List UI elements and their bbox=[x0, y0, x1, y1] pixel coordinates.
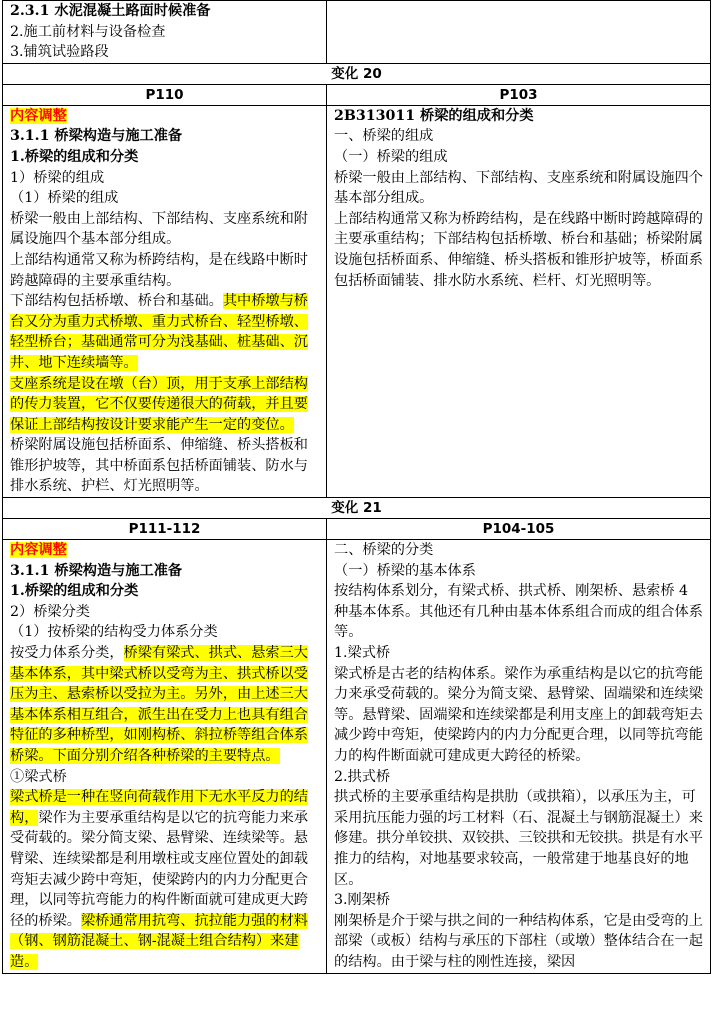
change20-left-p1: 桥梁一般由上部结构、下部结构、支座系统和附属设施四个基本部分组成。 bbox=[10, 210, 308, 248]
top-heading: 2.3.1 水泥混凝土路面时候准备 bbox=[10, 3, 211, 19]
change20-right-h1: 2B313011 桥梁的组成和分类 bbox=[334, 107, 534, 124]
change20-left-page: P110 bbox=[3, 84, 327, 105]
top-line-3: 3.铺筑试验路段 bbox=[10, 44, 109, 61]
change21-pages-row bbox=[3, 519, 711, 540]
change20-left-p3 bbox=[10, 291, 319, 373]
change21-right-cell bbox=[327, 540, 711, 973]
top-left-cell bbox=[3, 1, 327, 64]
change21-left-p2-plain: 梁作为主要承重结构是以它的抗弯能力来承受荷载的。梁分简支梁、悬臂梁、连续梁等。悬臂梁、连续梁都是利用墩柱或支座位置处的卸载弯矩去减少跨中弯矩，使梁跨内的内力分配更合理，以同等抗弯能力的构件断面就可建成更大跨径的桥梁。 bbox=[10, 809, 308, 929]
change20-left-p3-plain: 下部结构包括桥墩、桥台和基础。 bbox=[10, 293, 223, 310]
change20-left-p2: 上部结构通常又称为桥跨结构，是在线路中断时跨越障碍的主要承重结构。 bbox=[10, 251, 308, 289]
change21-left-h1: 3.1.1 桥梁构造与施工准备 bbox=[10, 562, 183, 579]
change21-left-p1 bbox=[10, 643, 319, 767]
change21-right-p3: 拱式桥的主要承重结构是拱肋（或拱箱），以承压为主，可采用抗压能力强的圬工材料（石、混凝土与钢筋混凝土）来修建。拱分单铰拱、双铰拱、三铰拱和无铰拱。拱是有水平推力的结构，对地基要求较高，一般常建于地基良好的地区。 bbox=[334, 789, 703, 888]
change20-content-row bbox=[3, 105, 711, 497]
change20-header-row bbox=[3, 63, 711, 84]
change21-right-p4: 刚架桥是介于梁与拱之间的一种结构体系，它是由受弯的上部梁（或板）结构与承压的下部柱（或墩）整体结合在一起的结构。由于梁与柱的刚性连接，梁因 bbox=[334, 912, 703, 970]
change21-left-h5: ①梁式桥 bbox=[10, 768, 67, 785]
change20-right-h2: 一、桥梁的组成 bbox=[334, 128, 434, 145]
change21-right-h2: （一）桥梁的基本体系 bbox=[334, 562, 476, 579]
change20-left-h4: （1）桥梁的组成 bbox=[10, 190, 119, 207]
change21-right-h4: 2.拱式桥 bbox=[334, 768, 391, 785]
change21-tag: 内容调整 bbox=[10, 542, 67, 559]
change21-left-p2-highlight-2: 梁桥通常用抗弯、抗拉能力强的材料（钢、钢筋混凝土、钢-混凝土组合结构）来建造。 bbox=[10, 912, 308, 970]
change20-left-h2: 1.桥梁的组成和分类 bbox=[10, 148, 139, 165]
change20-left-p4-highlight: 支座系统是设在墩（台）顶，用于支承上部结构的传力装置，它不仅要传递很大的荷载，并且要保证上部结构按设计要求能产生一定的变位。 bbox=[10, 375, 308, 433]
change20-right-p2: 上部结构通常又称为桥跨结构，是在线路中断时跨越障碍的主要承重结构；下部结构包括桥墩、桥台和基础；桥梁附属设施包括桥面系、伸缩缝、桥头搭板和锥形护坡等，桥面系包括桥面铺装、排水防水系统、栏杆、灯光照明等。 bbox=[334, 210, 703, 289]
change21-label: 变化 21 bbox=[3, 498, 711, 519]
change21-left-p1-plain: 按受力体系分类， bbox=[10, 645, 124, 662]
change20-left-cell bbox=[3, 105, 327, 497]
top-right-cell bbox=[327, 1, 711, 64]
comparison-table bbox=[2, 0, 711, 974]
change20-left-p5: 桥梁附属设施包括桥面系、伸缩缝、桥头搭板和锥形护坡等，其中桥面系包括桥面铺装、防水与排水系统、护栏、灯光照明等。 bbox=[10, 437, 308, 495]
change21-right-p1: 按结构体系划分，有梁式桥、拱式桥、刚架桥、悬索桥 4 种基本体系。其他还有几种由基本体系组合而成的组合体系等。 bbox=[334, 583, 703, 641]
change20-left-p4 bbox=[10, 374, 319, 436]
change21-left-p2 bbox=[10, 787, 319, 972]
change21-right-page: P104-105 bbox=[327, 519, 711, 540]
change21-left-p2-highlight: 梁式桥是一种在竖向荷载作用下无水平反力的结构， bbox=[10, 789, 308, 826]
change21-left-p1-highlight: 桥梁有梁式、拱式、悬索三大基本体系，其中梁式桥以受弯为主、拱式桥以受压为主、悬索桥以受拉为主。另外，由上述三大基本体系相互组合，派生出在受力上也具有组合特征的多种桥型，如刚构桥、斜拉桥等组合体系桥梁。下面分别介绍各种桥梁的主要特点。 bbox=[10, 645, 308, 764]
change20-right-cell bbox=[327, 105, 711, 497]
change21-right-p2: 梁式桥是古老的结构体系。梁作为承重结构是以它的抗弯能力来承受荷载的。梁分为简支梁、悬臂梁、固端梁和连续梁等。悬臂梁、固端梁和连续梁都是利用支座上的卸载弯矩去减少跨中弯矩，使梁跨内的内力分配更合理，以同等抗弯能力的构件断面就可建成更大跨径的桥梁。 bbox=[334, 665, 703, 764]
change20-left-p3-highlight: 其中桥墩与桥台又分为重力式桥墩、重力式桥台、轻型桥墩、轻型桥台；基础通常可分为浅基础、桩基础、沉井、地下连续墙等。 bbox=[10, 293, 308, 371]
change21-left-h2: 1.桥梁的组成和分类 bbox=[10, 583, 139, 600]
top-line-2: 2.施工前材料与设备检查 bbox=[10, 23, 166, 40]
change20-left-h1: 3.1.1 桥梁构造与施工准备 bbox=[10, 128, 183, 145]
change20-tag: 内容调整 bbox=[10, 107, 67, 124]
change21-right-h3: 1.梁式桥 bbox=[334, 645, 391, 662]
change21-right-h1: 二、桥梁的分类 bbox=[334, 542, 434, 559]
change21-header-row bbox=[3, 498, 711, 519]
change20-right-h3: （一）桥梁的组成 bbox=[334, 148, 448, 165]
change20-right-p1: 桥梁一般由上部结构、下部结构、支座系统和附属设施四个基本部分组成。 bbox=[334, 169, 703, 207]
change21-content-row bbox=[3, 540, 711, 973]
change21-left-cell bbox=[3, 540, 327, 973]
change21-left-h4: （1）按桥梁的结构受力体系分类 bbox=[10, 624, 218, 641]
change21-left-page: P111-112 bbox=[3, 519, 327, 540]
change20-right-page: P103 bbox=[327, 84, 711, 105]
change20-left-h3: 1）桥梁的组成 bbox=[10, 169, 105, 186]
top-row bbox=[3, 1, 711, 64]
change21-left-h3: 2）桥梁分类 bbox=[10, 603, 90, 620]
change21-right-h5: 3.刚架桥 bbox=[334, 892, 391, 909]
change20-label: 变化 20 bbox=[3, 63, 711, 84]
change20-pages-row bbox=[3, 84, 711, 105]
